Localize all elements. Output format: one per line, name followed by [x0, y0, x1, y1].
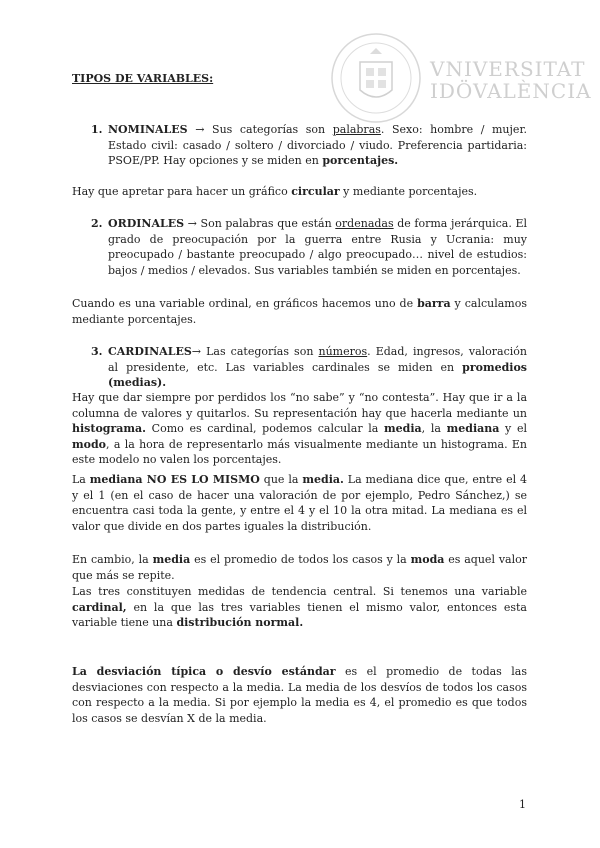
- text-segment: que la: [259, 473, 303, 486]
- text-segment: Hay que dar siempre por perdidos los “no sabe” y “no contesta”. Hay que ir a la columna de valores y quitarlos. Su representación hay que hacerla mediante un: [72, 391, 527, 420]
- bold-term: media: [152, 553, 191, 566]
- term-ordinales: ORDINALES: [108, 217, 185, 230]
- underlined-term: ordenadas: [335, 217, 394, 230]
- text-segment: Como es cardinal, podemos calcular la: [146, 422, 385, 435]
- page-number: 1: [519, 798, 526, 811]
- document-title: TIPOS DE VARIABLES:: [72, 72, 214, 85]
- bold-term: distribución normal.: [176, 616, 304, 629]
- text-segment: , a la hora de representarlo más visualmente mediante un histograma. En este modelo no valen los porcentajes.: [72, 437, 527, 466]
- text-segment: es el promedio de todas las desviaciones con respecto a la media. La media de los desvíos de todos los casos con respecto a la media. Si por ejemplo la media es 4, el promedio es que todos los casos se desvían X de la media.: [72, 665, 527, 725]
- paragraph-moda: [72, 552, 527, 583]
- bold-term: media.: [302, 473, 344, 486]
- text-segment: En cambio, la: [72, 553, 153, 566]
- bold-term: barra: [417, 297, 451, 310]
- underlined-term: palabras: [332, 123, 381, 136]
- text-segment: Son palabras que están: [200, 217, 336, 230]
- text-segment: Hay que apretar para hacer un gráfico: [72, 185, 292, 198]
- bold-term: histograma.: [72, 422, 146, 435]
- text-segment: Las tres constituyen medidas de tendencia central. Si tenemos una variable: [72, 585, 527, 598]
- bold-term: moda: [410, 553, 445, 566]
- bold-term: mediana NO ES LO MISMO: [89, 473, 260, 486]
- paragraph-mediana: [72, 472, 527, 534]
- bold-term: porcentajes.: [322, 154, 399, 167]
- bold-term: La desviación típica o desvío estándar: [72, 665, 336, 678]
- list-number: 2.: [91, 217, 103, 230]
- underlined-term: números: [318, 345, 368, 358]
- text-segment: . Edad, ingresos, valoración al presidente, etc. Las variables cardinales se miden en: [108, 345, 527, 374]
- arrow-text: →: [187, 123, 213, 136]
- text-segment: es aquel valor que más se repite.: [72, 553, 527, 582]
- list-item-nominales: [91, 122, 527, 169]
- list-item-cardinales: [91, 344, 527, 391]
- text-segment: y mediante porcentajes.: [339, 185, 478, 198]
- bold-term: circular: [291, 185, 340, 198]
- text-segment: es el promedio de todos los casos y la: [190, 553, 411, 566]
- text-segment: y calculamos mediante porcentajes.: [72, 297, 527, 326]
- university-logo: [330, 32, 592, 124]
- text-segment: La: [72, 473, 90, 486]
- paragraph-desviacion: [72, 664, 527, 726]
- university-name: VNIVERSITAT IDÖVALÈNCIA: [430, 57, 592, 103]
- term-nominales: NOMINALES: [108, 123, 188, 136]
- text-segment: Sus categorías son: [212, 123, 333, 136]
- paragraph-tendencia-central: [72, 584, 527, 631]
- text-segment: La mediana dice que, entre el 4 y el 1 (en el caso de hacer una valoración de por ejemplo, Pedro Sánchez,) se encuentra casi toda la gente, y entre el 4 y el 10 la otra mitad. La mediana es el valor que divide en dos partes iguales la distribución.: [72, 473, 528, 533]
- bold-term: media: [384, 422, 422, 435]
- list-number: 3.: [91, 345, 103, 358]
- text-segment: en la que las tres variables tienen el mismo valor, entonces esta variable tiene una: [72, 600, 527, 629]
- arrow-text: →: [191, 345, 207, 358]
- text-segment: Las categorías son: [206, 345, 319, 358]
- text-segment: Cuando es una variable ordinal, en gráficos hacemos uno de: [72, 297, 418, 310]
- term-cardinales: CARDINALES: [108, 345, 192, 358]
- arrow-text: →: [184, 217, 201, 230]
- bold-term: promedios (medias).: [108, 360, 527, 389]
- paragraph-histograma: [72, 390, 527, 468]
- text-segment: , la: [421, 422, 447, 435]
- bold-term: modo: [72, 437, 107, 451]
- text-segment: y el: [499, 422, 527, 435]
- bold-term: cardinal,: [72, 600, 127, 614]
- list-item-ordinales: [91, 216, 527, 278]
- text-segment: de forma jerárquica. El grado de preocupación por la guerra entre Rusia y Ucrania: muy preocupado / bastante preocupado / algo preocupado… nivel de estudios: bajos / medios / elevados. Sus variables también se miden en porcentajes.: [108, 217, 527, 277]
- bold-term: mediana: [446, 422, 500, 435]
- text-segment: . Sexo: hombre / mujer. Estado civil: casado / soltero / divorciado / viudo. Preferencia partidaria: PSOE/PP. Hay opciones y se miden en: [108, 123, 527, 167]
- list-number: 1.: [91, 123, 103, 136]
- paragraph-barra: [72, 296, 527, 327]
- university-seal-icon: [330, 32, 422, 124]
- paragraph-circular: [72, 184, 527, 200]
